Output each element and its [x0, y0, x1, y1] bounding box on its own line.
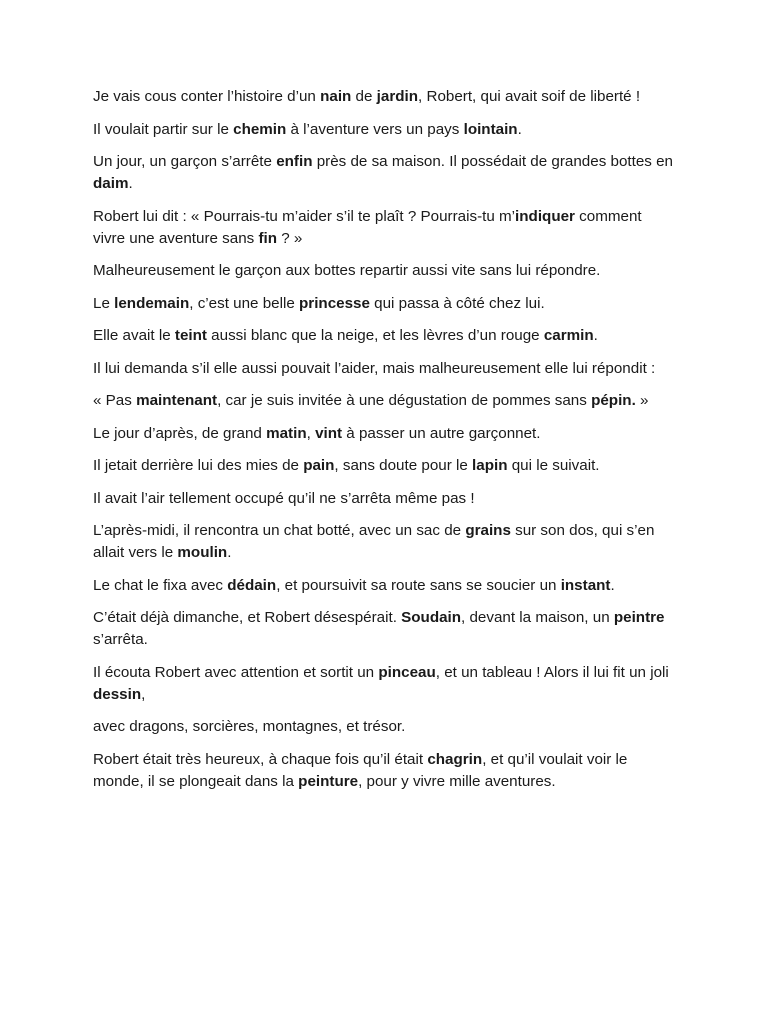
- text-run: Le chat le fixa avec: [93, 576, 228, 594]
- text-run: Il voulait partir sur le: [93, 120, 234, 138]
- paragraph: [93, 607, 673, 651]
- bold-word: matin: [266, 424, 307, 442]
- text-run: .: [128, 175, 133, 192]
- bold-word: carmin: [543, 327, 594, 344]
- text-run: ,: [141, 685, 146, 703]
- bold-word: dessin: [93, 685, 142, 703]
- text-run: s’arrêta.: [93, 631, 148, 648]
- text-run: aussi blanc que la neige, et les lèvres d’un rouge: [206, 327, 544, 344]
- bold-word: chagrin: [427, 750, 483, 768]
- story-text: [93, 86, 673, 803]
- text-run: , et un tableau ! Alors il lui fit un joli: [435, 663, 669, 681]
- text-run: , et poursuivit sa route sans se soucier un: [276, 576, 561, 594]
- paragraph: [93, 488, 673, 510]
- text-run: .: [610, 576, 615, 594]
- text-run: Il jetait derrière lui des mies de: [93, 457, 304, 474]
- bold-word: vint: [315, 424, 343, 442]
- paragraph: [93, 749, 673, 793]
- bold-word: nain: [320, 88, 352, 105]
- text-run: qui le suivait.: [507, 457, 600, 474]
- text-run: Malheureusement le garçon aux bottes repartir aussi vite sans lui répondre.: [93, 262, 601, 279]
- text-run: Elle avait le: [93, 327, 175, 344]
- text-run: Il avait l’air tellement occupé qu’il ne s’arrêta même pas !: [93, 489, 475, 507]
- text-run: Le: [93, 294, 115, 312]
- text-run: Je vais cous conter l’histoire d’un: [93, 88, 321, 105]
- text-run: , Robert, qui avait soif de liberté !: [418, 88, 641, 105]
- paragraph: [93, 390, 673, 412]
- text-run: qui passa à côté chez lui.: [369, 294, 545, 312]
- text-run: L’après-midi, il rencontra un chat botté, avec un sac de: [93, 522, 466, 539]
- text-run: de: [351, 88, 377, 105]
- paragraph: [93, 520, 673, 564]
- paragraph: [93, 662, 673, 706]
- bold-word: princesse: [299, 294, 370, 312]
- text-run: Il lui demanda s’il elle aussi pouvait l’aider, mais malheureusement elle lui répondit :: [93, 359, 656, 377]
- bold-word: instant: [560, 576, 611, 594]
- text-run: « Pas: [93, 392, 137, 409]
- text-run: Robert était très heureux, à chaque fois qu’il était: [93, 750, 428, 768]
- bold-word: pépin.: [591, 392, 636, 409]
- bold-word: grains: [465, 522, 511, 539]
- text-run: , car je suis invitée à une dégustation de pommes sans: [217, 392, 592, 409]
- bold-word: fin: [258, 229, 278, 247]
- bold-word: indiquer: [515, 207, 575, 225]
- paragraph: [93, 358, 673, 380]
- text-run: sur son dos, qui s’en allait vers le: [93, 522, 655, 561]
- paragraph: [93, 260, 673, 282]
- text-run: Robert lui dit : « Pourrais-tu m’aider s’il te plaît ? Pourrais-tu m’: [93, 207, 516, 225]
- bold-word: dédain: [227, 576, 277, 594]
- paragraph: [93, 151, 673, 195]
- bold-word: lendemain: [114, 294, 190, 312]
- bold-word: lointain: [463, 120, 518, 138]
- text-run: , et qu’il voulait voir le monde, il se plongeait dans la: [93, 750, 628, 790]
- paragraph: [93, 575, 673, 597]
- bold-word: teint: [174, 327, 207, 344]
- paragraph: [93, 325, 673, 347]
- text-run: Un jour, un garçon s’arrête: [93, 153, 277, 170]
- bold-word: lapin: [472, 457, 508, 474]
- text-run: avec dragons, sorcières, montagnes, et trésor.: [93, 718, 406, 735]
- text-run: , sans doute pour le: [334, 457, 473, 474]
- text-run: ? »: [277, 229, 303, 247]
- text-run: C’était déjà dimanche, et Robert désespérait.: [93, 609, 402, 626]
- bold-word: chemin: [233, 120, 287, 138]
- bold-word: maintenant: [136, 392, 218, 409]
- text-run: Le jour d’après, de grand: [93, 424, 267, 442]
- text-run: comment vivre une aventure sans: [93, 207, 642, 247]
- bold-word: jardin: [376, 88, 419, 105]
- text-run: Il écouta Robert avec attention et sortit un: [93, 663, 379, 681]
- paragraph: [93, 716, 673, 738]
- paragraph: [93, 455, 673, 477]
- text-run: près de sa maison. Il possédait de grandes bottes en: [312, 153, 673, 170]
- text-run: , pour y vivre mille aventures.: [358, 772, 556, 790]
- bold-word: daim: [93, 175, 129, 192]
- bold-word: peinture: [298, 772, 359, 790]
- text-run: .: [593, 327, 598, 344]
- paragraph: [93, 119, 673, 141]
- bold-word: pain: [303, 457, 335, 474]
- text-run: , devant la maison, un: [461, 609, 614, 626]
- bold-word: peintre: [613, 609, 665, 626]
- text-run: à l’aventure vers un pays: [286, 120, 464, 138]
- bold-word: moulin: [177, 544, 228, 561]
- paragraph: [93, 423, 673, 445]
- text-run: à passer un autre garçonnet.: [342, 424, 541, 442]
- text-run: »: [635, 392, 649, 409]
- paragraph: [93, 293, 673, 315]
- text-run: , c’est une belle: [189, 294, 300, 312]
- text-run: ,: [306, 424, 316, 442]
- bold-word: enfin: [276, 153, 313, 170]
- bold-word: pinceau: [378, 663, 436, 681]
- bold-word: Soudain: [401, 609, 462, 626]
- paragraph: [93, 86, 673, 108]
- text-run: .: [227, 544, 232, 561]
- text-run: .: [517, 120, 522, 138]
- paragraph: [93, 206, 673, 250]
